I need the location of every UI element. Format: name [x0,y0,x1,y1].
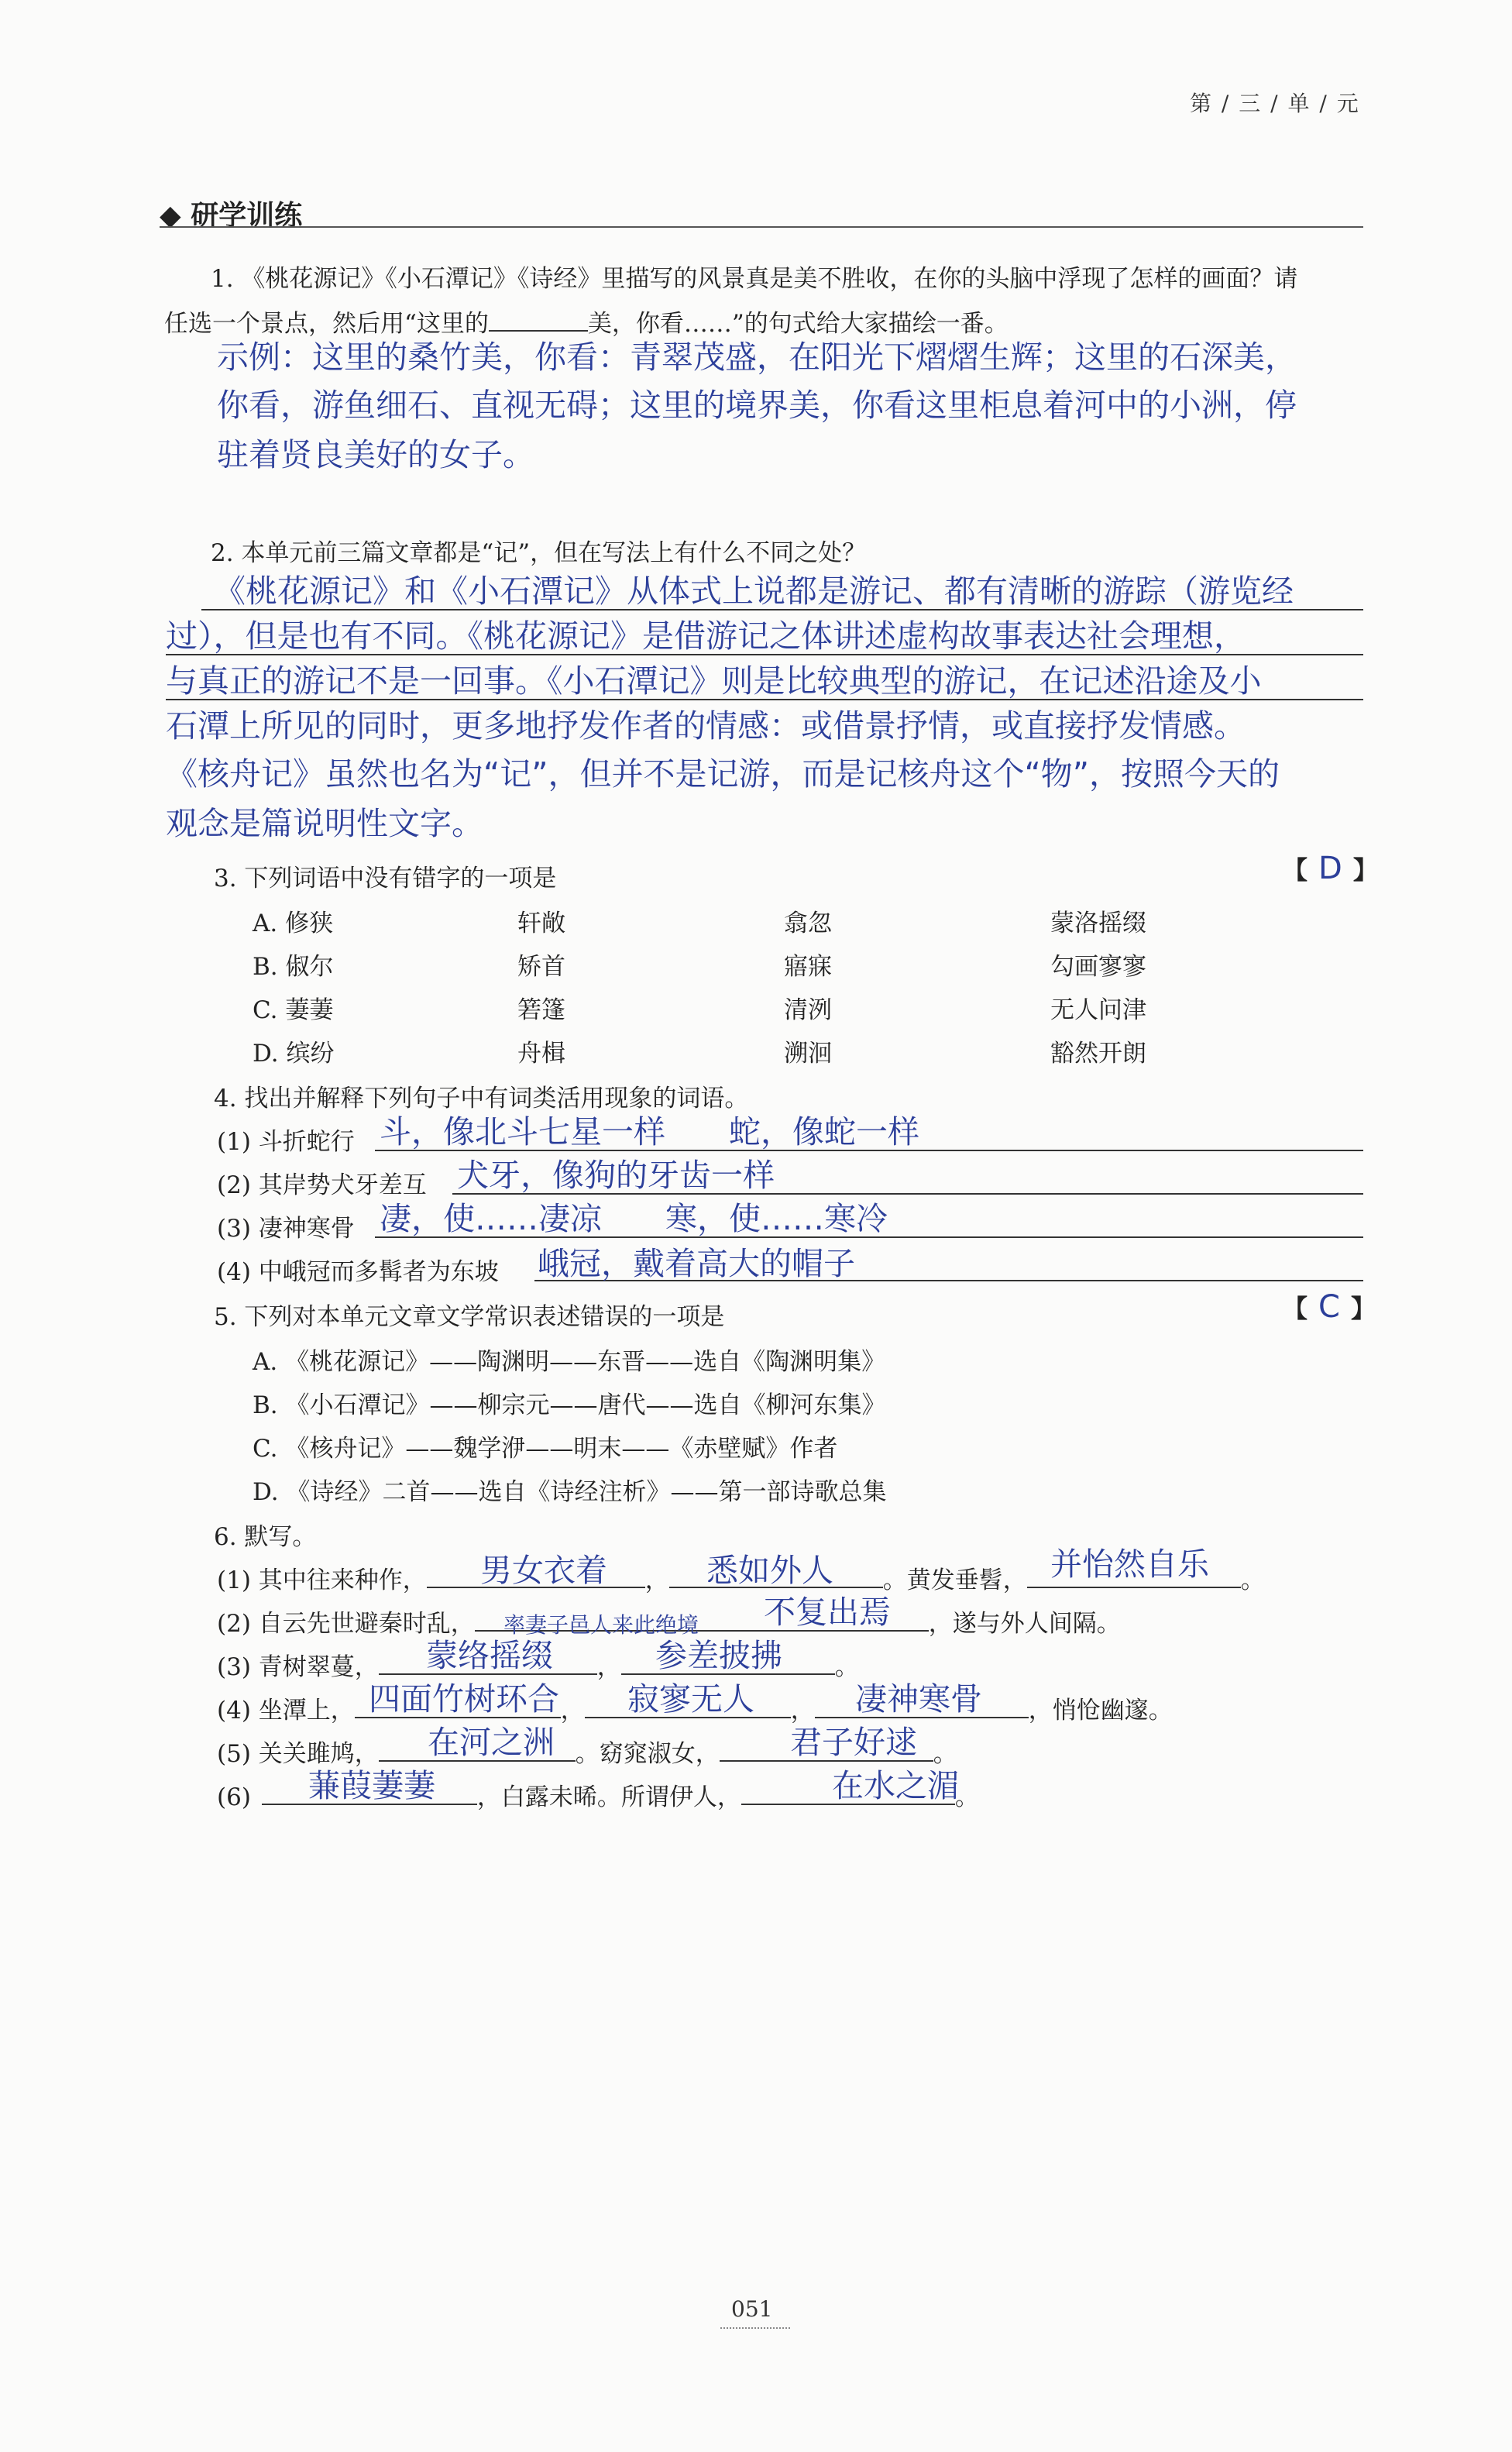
section-title: ◆ 研学训练 [160,200,303,232]
q6-l5-text-d: 。 [933,1740,957,1768]
q6-l3-text-d: 。 [834,1653,859,1681]
q6-l5-text-a: (5) 关关雎鸠， [217,1740,379,1768]
q6-l3-text-c: ， [596,1653,621,1681]
q6-l5-text-c: 。窈窕淑女， [575,1740,720,1768]
q6-l3-answer-2: 参差披拂 [655,1637,782,1674]
q3-option-b-3: 寤寐 [784,953,832,981]
q4-item-1-prompt: (1) 斗折蛇行 [217,1128,355,1156]
section-divider [160,226,1363,228]
q3-option-b-4: 勾画寥寥 [1050,953,1146,981]
q3-stem: 3. 下列词语中没有错字的一项是 [214,865,557,892]
q3-option-d-1: D. 缤纷 [253,1040,335,1068]
q6-l2-answer-2: 不复出焉 [764,1594,891,1631]
q6-l1-text-d: 。黄发垂髫， [882,1566,1027,1594]
q6-l1-text-e: 。 [1240,1566,1265,1594]
q2-answer-line-3: 与真正的游记不是一回事。《小石潭记》则是比较典型的游记，在记述沿途及小 [166,662,1262,700]
q1-blank[interactable] [489,307,588,332]
q6-l3-answer-1: 蒙络摇缀 [426,1637,553,1674]
q6-l4-text-a: (4) 坐潭上， [217,1697,355,1725]
q5-stem: 5. 下列对本单元文章文学常识表述错误的一项是 [214,1303,725,1331]
q3-option-d-4: 豁然开朗 [1050,1040,1146,1068]
q3-answer-bracket[interactable]: 【 D 】 [1283,851,1378,886]
q5-answer: C [1318,1289,1340,1325]
q6-l2-answer-1: 率妻子邑人来此绝境 [503,1612,699,1638]
q4-item-4-answer: 峨冠，戴着高大的帽子 [538,1245,855,1282]
q3-option-a-2: 轩敞 [517,910,565,937]
q5-option-d: D. 《诗经》二首——选自《诗经注析》——第一部诗歌总集 [253,1478,887,1506]
q1-stem-line1: 1. 《桃花源记》《小石潭记》《诗经》里描写的风景真是美不胜收，在你的头脑中浮现了怎样的画面？请 [211,265,1298,293]
unit-header: 第 / 三 / 单 / 元 [1190,91,1360,116]
q6-l4-answer-1: 四面竹树环合 [369,1680,559,1718]
q6-l2-text-d: ，遂与外人间隔。 [928,1610,1121,1638]
q5-option-b: B. 《小石潭记》——柳宗元——唐代——选自《柳河东集》 [253,1391,886,1419]
q2-answer-line-6: 观念是篇说明性文字。 [166,805,483,842]
q2-answer-line-2: 过），但是也有不同。《桃花源记》是借游记之体讲述虚构故事表达社会理想， [166,617,1246,655]
q3-option-c-4: 无人问津 [1050,996,1146,1024]
page-number: 051 [731,2296,773,2322]
q5-option-a: A. 《桃花源记》——陶渊明——东晋——选自《陶渊明集》 [253,1348,886,1376]
q1-answer-line-3: 驻着贤良美好的女子。 [217,436,534,473]
q6-l4-answer-3: 凄神寒骨 [855,1680,982,1718]
q6-l4-text-d: ， [790,1697,815,1725]
q6-l1-answer-1: 男女衣着 [480,1552,607,1589]
q5-answer-bracket[interactable]: 【 C 】 [1283,1289,1376,1325]
q6-l6-text-c: ，白露未晞。所谓伊人， [476,1783,741,1811]
q6-l1-text-a: (1) 其中往来种作， [217,1566,427,1594]
q3-option-b-2: 矫首 [517,953,565,981]
q3-option-a-4: 蒙洛摇缀 [1050,910,1146,937]
q6-l1-answer-3: 并怡然自乐 [1050,1546,1209,1583]
q1-stem-line2-a: 任选一个景点，然后用“这里的 [164,310,489,338]
q2-answer-line-4: 石潭上所见的同时，更多地抒发作者的情感：或借景抒情，或直接抒发情感。 [166,707,1246,745]
q4-item-2-prompt: (2) 其岸势犬牙差互 [217,1171,427,1199]
q6-l5-answer-1: 在河之洲 [428,1724,555,1761]
q3-option-d-2: 舟楫 [517,1040,565,1068]
q3-option-a-1: A. 修狭 [253,910,334,937]
q6-l6-text-a: (6) [217,1783,251,1811]
q1-stem-line2-b: 美，你看……”的句式给大家描绘一番。 [587,310,1009,338]
q6-l4-answer-2: 寂寥无人 [627,1680,754,1718]
q4-item-3-prompt: (3) 凄神寒骨 [217,1215,355,1243]
q4-item-1-answer: 斗，像北斗七星一样 蛇，像蛇一样 [380,1113,919,1150]
q4-item-4-prompt: (4) 中峨冠而多髯者为东坡 [217,1258,499,1286]
q6-l4-text-e: ，悄怆幽邃。 [1028,1697,1173,1725]
q2-stem: 2. 本单元前三篇文章都是“记”，但在写法上有什么不同之处？ [211,539,867,567]
q6-l2-text-a: (2) 自云先世避秦时乱， [217,1610,475,1638]
q6-l3-text-a: (3) 青树翠蔓， [217,1653,379,1681]
q4-item-2-answer: 犬牙，像狗的牙齿一样 [457,1157,775,1194]
q3-option-c-2: 箬篷 [517,996,565,1024]
q6-l6-text-d: 。 [954,1783,979,1811]
q4-item-3-answer: 凄，使……凄凉 寒，使……寒冷 [380,1200,888,1237]
q1-answer-line-2: 你看，游鱼细石、直视无碍；这里的境界美，你看这里柜息着河中的小洲，停 [217,387,1297,424]
q2-answer-line-1: 《桃花源记》和《小石潭记》从体式上说都是游记、都有清晰的游踪（游览经 [214,573,1294,610]
q6-l6-answer-2: 在水之湄 [832,1767,959,1804]
q6-l1-text-c: ， [644,1566,669,1594]
q3-option-d-3: 溯洄 [784,1040,832,1068]
q6-stem: 6. 默写。 [214,1523,317,1551]
q2-answer-line-5: 《核舟记》虽然也名为“记”，但并不是记游，而是记核舟这个“物”，按照今天的 [166,755,1280,793]
q3-option-a-3: 翕忽 [784,910,832,937]
q3-option-c-1: C. 萋萋 [253,996,334,1024]
page-number-underline [720,2327,790,2329]
q3-option-c-3: 清洌 [784,996,832,1024]
q6-l5-answer-2: 君子好逑 [790,1724,917,1761]
q6-l1-answer-2: 悉如外人 [706,1552,833,1589]
q6-l4-text-c: ， [560,1697,585,1725]
q6-l6-answer-1: 蒹葭萋萋 [308,1767,435,1804]
q1-answer-line-1: 示例：这里的桑竹美，你看：青翠茂盛，在阳光下熠熠生辉；这里的石深美， [217,339,1297,376]
q3-option-b-1: B. 俶尔 [253,953,334,981]
q3-answer: D [1318,851,1342,886]
q5-option-c: C. 《核舟记》——魏学洢——明末——《赤壁赋》作者 [253,1435,838,1463]
q4-stem: 4. 找出并解释下列句子中有词类活用现象的词语。 [214,1085,749,1113]
